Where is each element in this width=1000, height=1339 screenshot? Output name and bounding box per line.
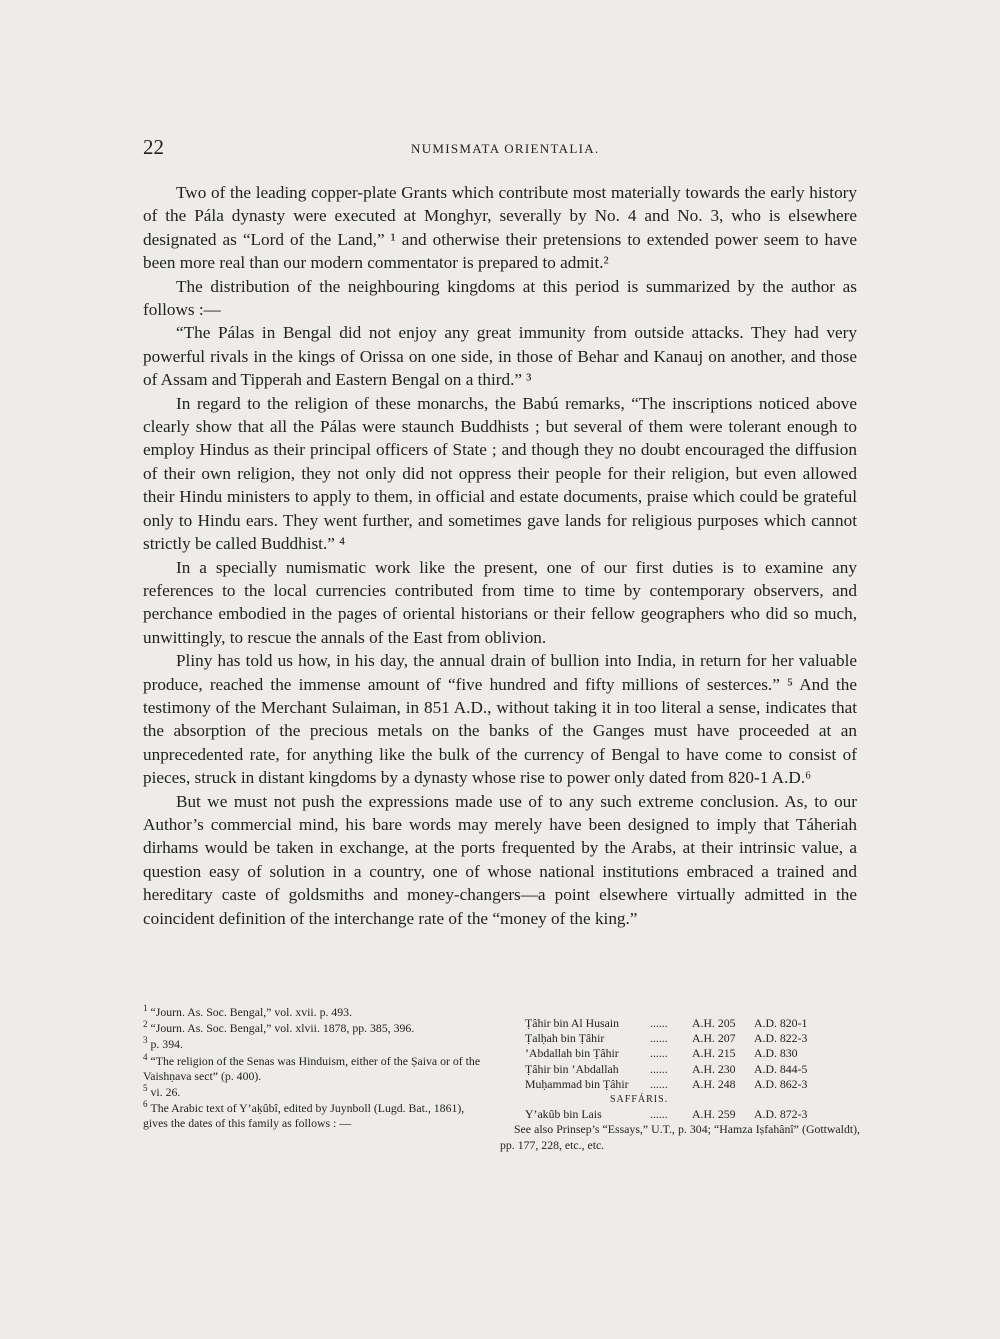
table-row: Y’akûb bin Lais ...... A.H. 259 A.D. 872-3 — [525, 1107, 808, 1122]
footnote: $^2$ “Journ. As. Soc. Bengal,” vol. xlvii. 1878, pp. 385, 396. — [143, 1019, 415, 1036]
running-title: NUMISMATA ORIENTALIA. — [411, 141, 600, 156]
page-number: 22 — [143, 135, 164, 159]
paragraph: The distribution of the neighbouring kingdoms at this period is summarized by the author as follows :— — [143, 276, 857, 320]
paragraph: Two of the leading copper-plate Grants which contribute most materially towards the early history of the Pála dynasty were executed at Monghyr, severally by No. 4 and No. 3, who is elsewhere designated as “Lord of the Land,” ¹ and otherwise their pretensions to extended power seem to have been more real than our modern commentator is prepared to admit.² — [143, 183, 857, 273]
paragraph: Pliny has told us how, in his day, the annual drain of bullion into India, in return for her valuable produce, reached the immense amount of “five hundred and fifty millions of sesterces.” ⁵ And the testimony of the Merchant Sulaiman, in 851 A.D., without taking it in too literal a sense, indicates that the absorption of the precious metals on the banks of the Ganges must have proceeded at an unprecedented rate, for anything like the bulk of the currency of Bengal to have come to consist of pieces, struck in distant kingdoms by a dynasty whose rise to power only dated from 820-1 A.D.⁶ — [143, 651, 857, 788]
paragraph: In a specially numismatic work like the present, one of our first duties is to examine any references to the local currencies contributed from time to time by contemporary observers, and perchance embodied in the pages of oriental historians or their fellow geographers who did so much, unwittingly, to rescue the annals of the East from oblivion. — [143, 557, 857, 647]
table-row: Ṭalḥah bin Ṭâhir ...... A.H. 207 A.D. 822-3 — [525, 1031, 808, 1046]
quote-paragraph: “The Pálas in Bengal did not enjoy any great immunity from outside attacks. They had very powerful rivals in the kings of Orissa on one side, in those of Behar and Kanauj on another, and those of Assam and Tipperah and Eastern Bengal on a third.” ³ — [143, 323, 857, 390]
table-row: Ṭâhir bin ’Abdallah ...... A.H. 230 A.D. 844-5 — [525, 1061, 808, 1076]
footnotes — [143, 1005, 483, 1133]
see-also-note: See also Prinsep’s “Essays,” U.T., p. 304; “Hamza Iṣfahânî” (Gottwaldt), pp. 177, 228, etc., etc. — [500, 1122, 860, 1152]
footnote: $^1$ “Journ. As. Soc. Bengal,” vol. xvii. p. 493. — [143, 1003, 353, 1019]
paragraph: In regard to the religion of these monarchs, the Babú remarks, “The inscriptions noticed above clearly show that all the Pálas were staunch Buddhists ; but several of them were tolerant enough to employ Hindus as their principal officers of State ; and though they no doubt encouraged the diffusion of their own religion, they not only did not oppress their people for their religion, but even allowed their Hindu ministers to apply to them, in official and estate documents, praise which could be grateful only to Hindu ears. They went further, and sometimes gave lands for religious purposes which cannot strictly be called Buddhist.” ⁴ — [143, 393, 857, 554]
footnote: $^5$ vi. 26. — [143, 1083, 181, 1100]
table-row: ’Abdallah bin Ṭâhir ...... A.H. 215 A.D. 830 — [525, 1046, 798, 1061]
paragraph: But we must not push the expressions made use of to any such extreme conclusion. As, to our Author’s commercial mind, his bare words may merely have been designed to imply that Táheriah dirhams would be taken in exchange, at the ports frequented by the Arabs, at their intrinsic value, a question easy of solution in a country, one of whose national institutions embraced a trained and hereditary caste of goldsmiths and money-changers—a point elsewhere virtually admitted in the coincident definition of the interchange rate of the “money of the king.” — [143, 791, 857, 928]
footnote: $^4$ “The religion of the Senas was Hinduism, either of the Ṣaiva or of the Vaishṇava sect” (p. 400). — [143, 1051, 481, 1083]
saffaris-heading: SAFFÁRIS. — [610, 1094, 669, 1106]
table-row: Muḥammad bin Ṭâhir ...... A.H. 248 A.D. 862-3 — [525, 1076, 808, 1091]
dynasty-table — [500, 1016, 860, 1153]
footnote: $^6$ The Arabic text of Y’aḳûbî, edited by Juynboll (Lugd. Bat., 1861), gives the dates of this family as follows : — — [143, 1099, 465, 1131]
table-row: Ṭâhir bin Al Husain ...... A.H. 205 A.D. 820-1 — [525, 1016, 808, 1030]
main-text — [143, 181, 857, 930]
footnote: $^3$ p. 394. — [143, 1035, 183, 1052]
page-header — [143, 135, 863, 165]
